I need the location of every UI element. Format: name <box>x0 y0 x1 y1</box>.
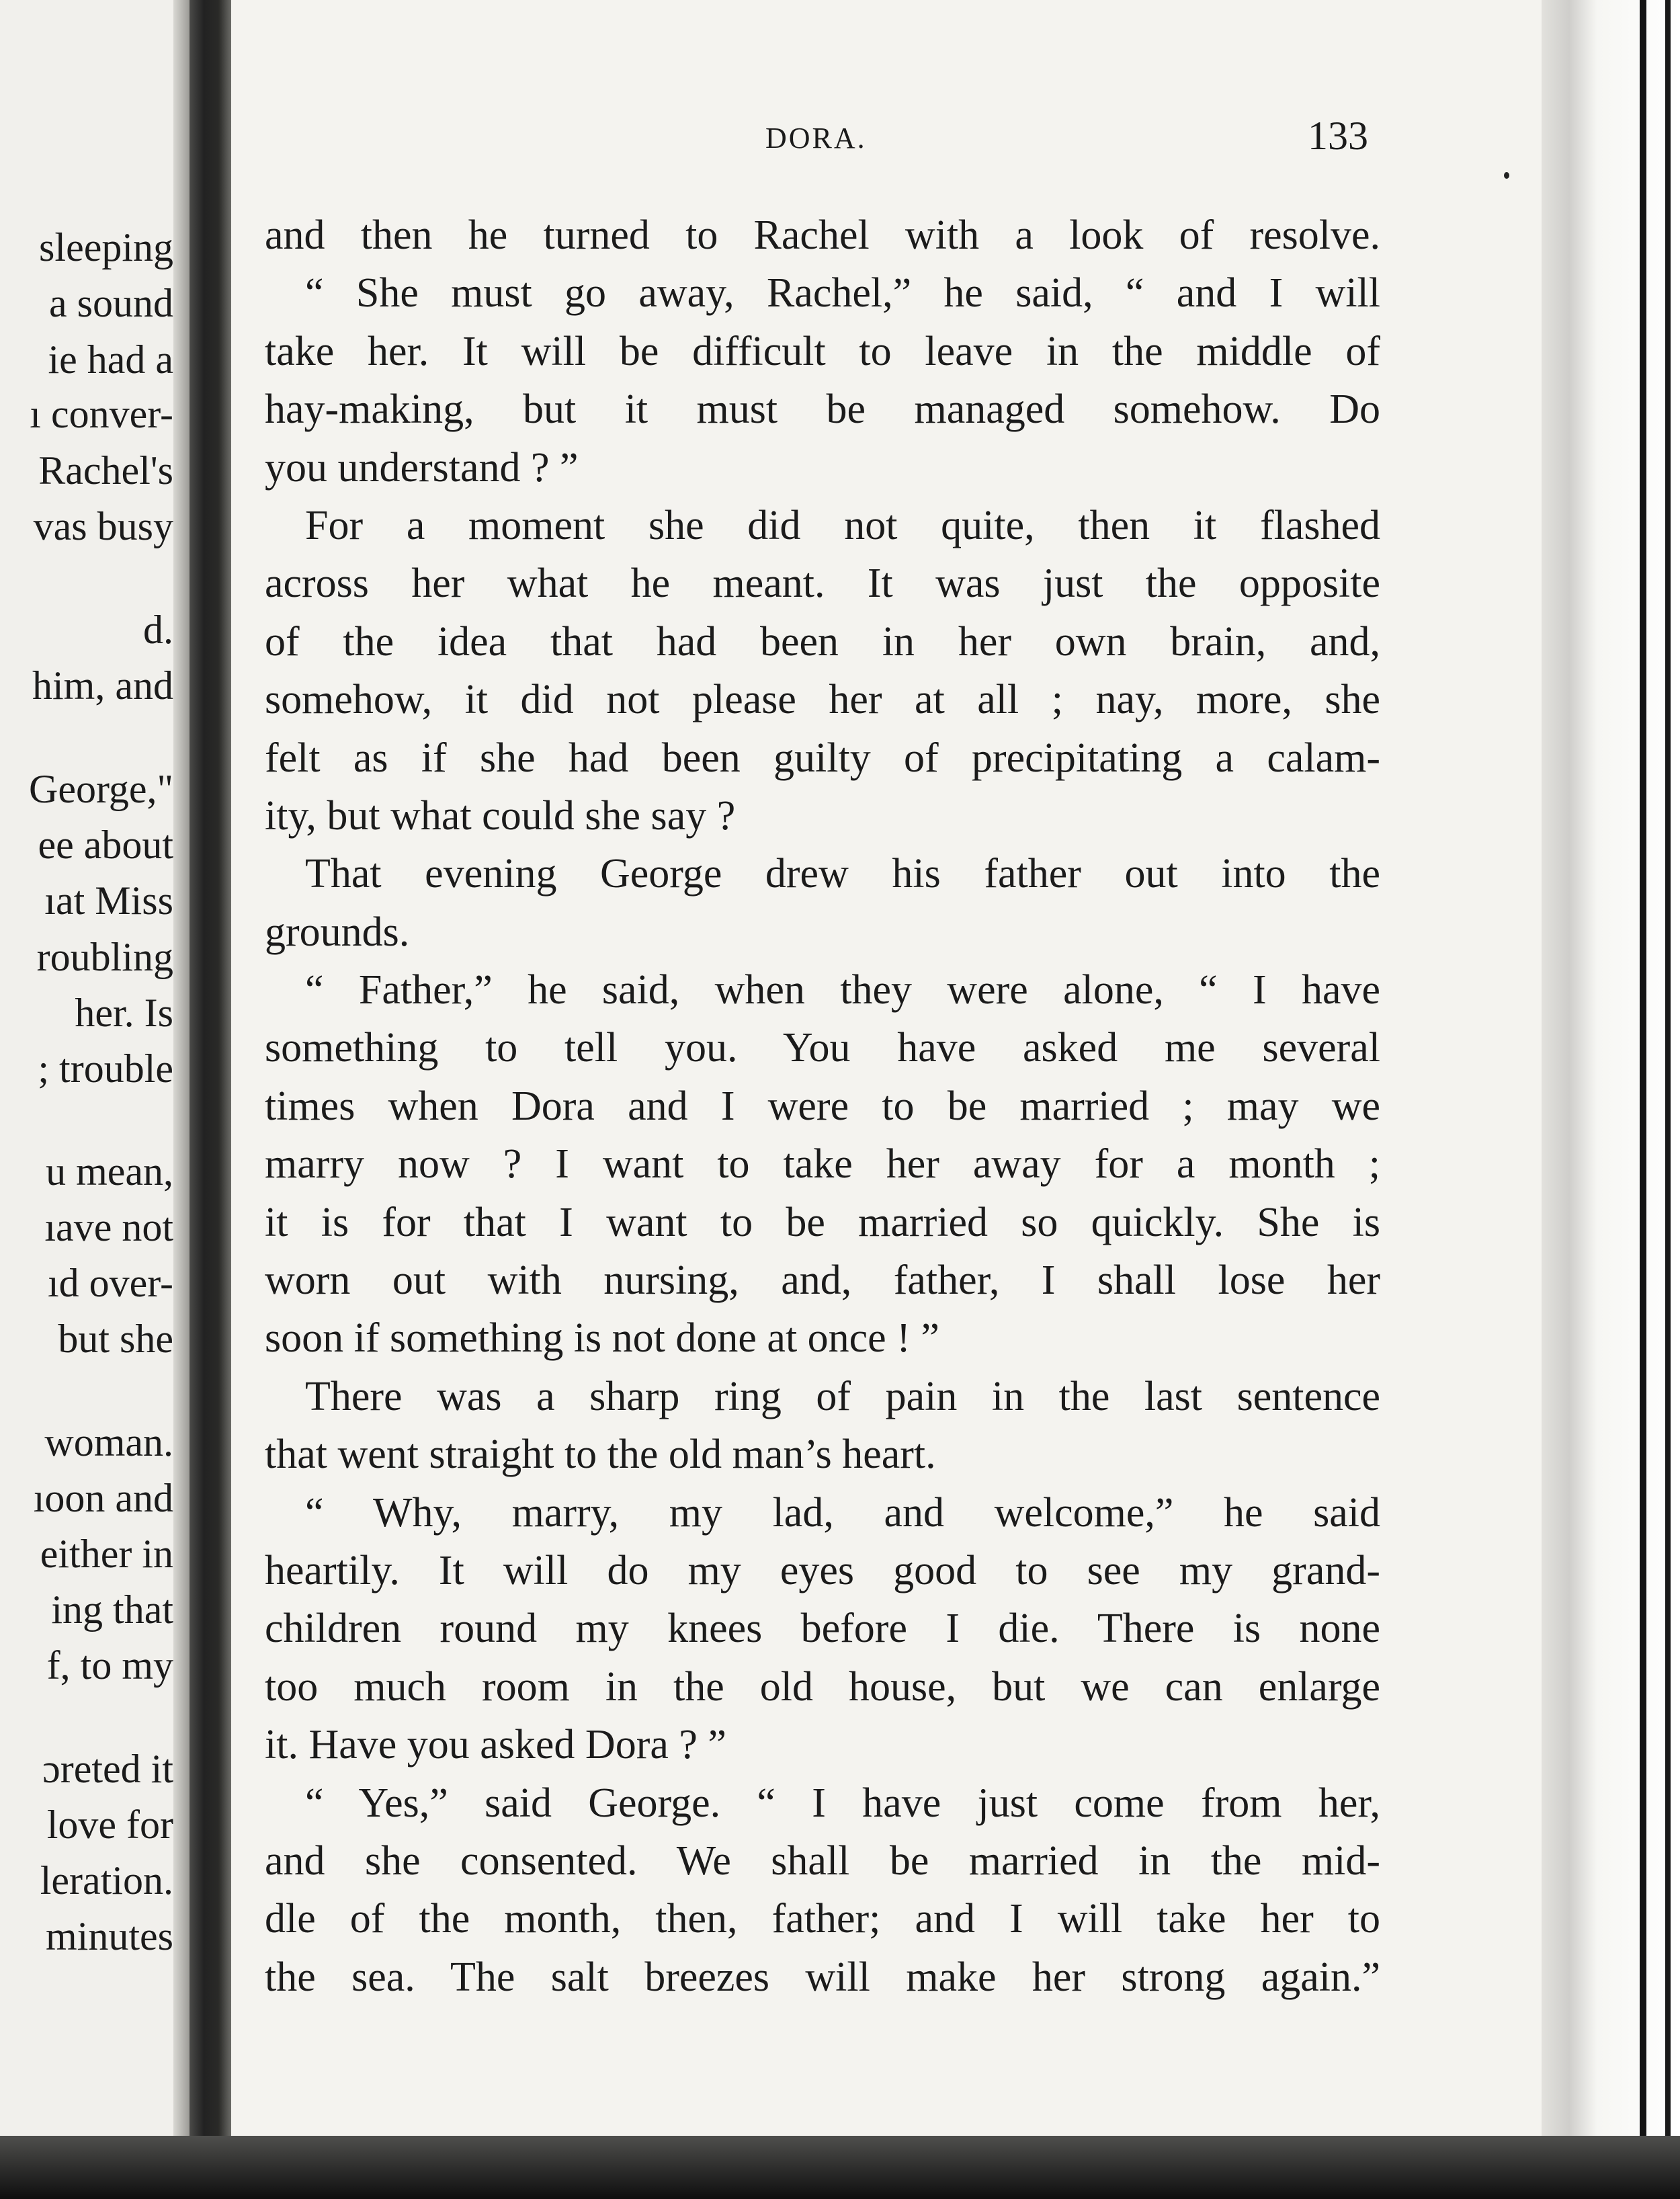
text-line: soon if something is not done at once ! ” <box>265 1315 939 1362</box>
facing-page-line: Rachel's <box>38 448 173 493</box>
text-line: dle of the month, then, father; and I will take her to <box>265 1896 1380 1942</box>
text-line: “ Yes,” said George. “ I have just come from her, <box>305 1780 1380 1826</box>
page-number: 133 <box>1308 114 1368 158</box>
running-head <box>231 113 1542 160</box>
facing-page-line: minutes <box>46 1914 173 1958</box>
text-line: There was a sharp ring of pain in the last sentence <box>305 1373 1380 1419</box>
text-line: “ She must go away, Rachel,” he said, “ and I will <box>305 270 1380 317</box>
text-line: hay-making, but it must be managed somehow. Do <box>265 386 1380 433</box>
facing-page-line: vas busy <box>33 504 173 548</box>
facing-page-line: ıave not <box>44 1205 173 1249</box>
facing-page-line: ee about <box>38 823 173 867</box>
book-gutter <box>190 0 231 2199</box>
text-line: of the idea that had been in her own brain, and, <box>265 618 1380 665</box>
facing-page-line: either in <box>40 1532 173 1576</box>
facing-page-line: ie had a <box>48 337 173 382</box>
text-line: too much room in the old house, but we can enlarge <box>265 1663 1380 1710</box>
text-line: you understand ? ” <box>265 444 579 491</box>
text-line: “ Father,” he said, when they were alone, “ I have <box>305 967 1380 1013</box>
running-title: DORA. <box>765 122 867 155</box>
book-page <box>231 0 1542 2199</box>
text-line: it is for that I want to be married so quickly. She is <box>265 1199 1380 1245</box>
page-edge-right <box>1542 0 1680 2199</box>
text-line: marry now ? I want to take her away for a month ; <box>265 1141 1380 1188</box>
edge-line-outer <box>1665 0 1671 2199</box>
facing-page-line: her. Is <box>75 991 173 1035</box>
facing-page-line: ı conver- <box>30 392 173 436</box>
ink-speck <box>1504 172 1509 179</box>
text-line: and then he turned to Rachel with a look of resolve. <box>265 212 1380 258</box>
text-line: ity, but what could she say ? <box>265 792 736 839</box>
facing-page-line: ɔreted it <box>42 1747 173 1791</box>
facing-page-left <box>0 0 173 2199</box>
text-line: that went straight to the old man’s heart. <box>265 1432 936 1478</box>
facing-page-line: George," <box>29 767 173 811</box>
facing-page-line: ; trouble <box>38 1046 173 1091</box>
text-line: and she consented. We shall be married in the mid- <box>265 1837 1380 1884</box>
facing-page-line: love for <box>46 1802 173 1847</box>
page-edge-shadow <box>173 0 190 2199</box>
text-line: something to tell you. You have asked me several <box>265 1025 1380 1071</box>
edge-line <box>1640 0 1646 2199</box>
text-line: That evening George drew his father out into the <box>305 851 1380 897</box>
body-text <box>265 206 1380 2006</box>
text-line: For a moment she did not quite, then it flashed <box>305 502 1380 548</box>
text-line: somehow, it did not please her at all ; nay, more, she <box>265 677 1380 723</box>
facing-page-line: ıd over- <box>47 1261 173 1305</box>
facing-page-line: ing that <box>51 1587 173 1632</box>
facing-page-line: him, and <box>32 663 173 708</box>
facing-page-line: a sound <box>49 281 173 325</box>
text-line: take her. It will be difficult to leave in the middle of <box>265 328 1380 374</box>
facing-page-line: but she <box>58 1317 173 1361</box>
facing-page-line: ıoon and <box>33 1476 173 1520</box>
text-line: the sea. The salt breezes will make her strong again.” <box>265 1954 1380 2000</box>
text-line: “ Why, marry, my lad, and welcome,” he said <box>305 1489 1380 1536</box>
facing-page-line: woman. <box>44 1420 173 1464</box>
text-line: worn out with nursing, and, father, I shall lose her <box>265 1257 1380 1304</box>
text-line: it. Have you asked Dora ? ” <box>265 1722 726 1768</box>
facing-page-line: sleeping <box>39 225 173 269</box>
text-line: grounds. <box>265 909 410 955</box>
facing-page-line: leration. <box>40 1858 173 1903</box>
facing-page-line: ıat Miss <box>44 878 173 923</box>
text-line: heartily. It will do my eyes good to see my grand- <box>265 1547 1380 1593</box>
facing-page-line: d. <box>143 608 173 652</box>
text-line: felt as if she had been guilty of precipitating a calam- <box>265 735 1380 781</box>
facing-page-line: roubling <box>36 935 173 979</box>
text-line: times when Dora and I were to be married ; may we <box>265 1083 1380 1129</box>
text-line: across her what he meant. It was just the opposite <box>265 561 1380 607</box>
scan-bottom-shadow <box>0 2136 1680 2199</box>
facing-page-line: u mean, <box>46 1149 173 1194</box>
text-line: children round my knees before I die. There is none <box>265 1606 1380 1652</box>
facing-page-line: f, to my <box>46 1643 173 1688</box>
